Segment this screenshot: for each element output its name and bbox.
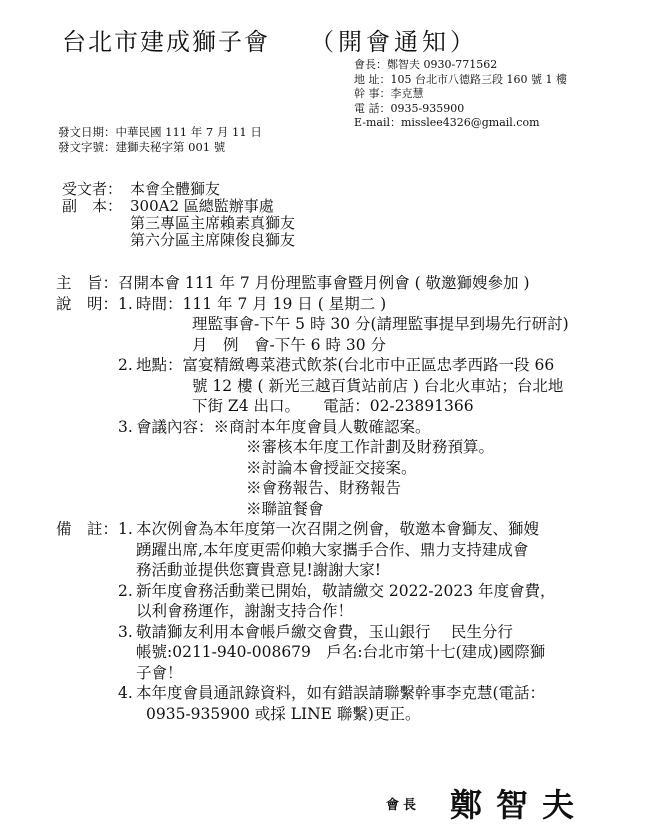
agenda-line: ※聯誼餐會 — [246, 499, 324, 518]
remark-line: 務活動並提供您寶貴意見!謝謝大家! — [136, 561, 381, 579]
remark-line: 以利會務運作，謝謝支持合作！ — [136, 602, 354, 620]
agenda-line: ※審核本年度工作計劃及財務預算。 — [246, 438, 495, 456]
agenda-line: 會議內容：※商討本年度會員人數確認案。 — [136, 417, 431, 436]
signature-title: 會長 — [386, 798, 421, 813]
org-title: 台北市建成獅子會 — [62, 28, 270, 56]
remark-line: 0935-935900 或採 LINE 聯繫)更正。 — [146, 704, 421, 723]
explain-label: 說 明： — [56, 294, 119, 313]
remark-line: 本次例會為本年度第一次召開之例會，敬邀本會獅友、獅嫂 — [136, 520, 540, 538]
secretary: 幹 事：李克慧 — [354, 87, 424, 100]
remark-item — [56, 622, 569, 643]
phone: 電 話：0935-935900 — [354, 101, 465, 115]
item-number: 4. — [118, 684, 133, 702]
monthly-meeting-time: 月 例 會-下午 6 時 30 分 — [192, 335, 387, 354]
item-number: 3. — [118, 417, 133, 436]
agenda-line: ※討論本會授証交接案。 — [246, 458, 417, 477]
venue-line: 號 12 樓 ( 新光三越百貨站前店 ) 台北火車站；台北地 — [192, 376, 564, 395]
remark-line: 敬請獅友利用本會帳戶繳交會費，玉山銀行 民生分行 — [136, 622, 513, 641]
explain-item — [56, 417, 569, 438]
explain-item — [56, 355, 569, 376]
venue-line: 地點：富宴精緻粵菜港式飲茶(台北市中正區忠孝西路一段 66 — [136, 356, 555, 374]
address: 地 址：105 台北市八德路三段 160 號 1 樓 — [354, 72, 567, 86]
item-number: 2. — [118, 581, 133, 600]
remark-line: 踴躍出席,本年度更需仰賴大家攜手合作、鼎力支持建成會 — [136, 540, 529, 559]
remarks-label: 備 註： — [56, 520, 119, 538]
recipients — [62, 181, 295, 249]
document-number: 發文字號：建獅夫秘字第 001 號 — [58, 140, 226, 154]
remark-line: 本年度會員通訊錄資料，如有錯誤請聯繫幹事李克慧(電話： — [136, 684, 546, 702]
remark-line: 新年度會務活動業已開始，敬請繳交 2022-2023 年度會費， — [136, 581, 556, 600]
email: E-mail：misslee4326@gmail.com — [354, 116, 540, 129]
cc-item: 第六分區主席陳俊良獅友 — [130, 231, 296, 249]
meeting-time: 時間：111 年 7 月 19 日 ( 星期二 ) — [136, 294, 387, 313]
cc-item: 300A2 區總監辦事處 — [130, 197, 274, 215]
subject-row — [56, 273, 569, 294]
item-number: 1. — [118, 520, 133, 538]
signature-name: 鄭智夫 — [450, 786, 589, 824]
issue-date: 發文日期：中華民國 111 年 7 月 11 日 — [58, 125, 262, 139]
board-meeting-time: 理監事會-下午 5 時 30 分(請理監事提早到場先行研討) — [192, 315, 569, 333]
item-number: 2. — [118, 356, 133, 374]
item-number: 1. — [118, 294, 133, 313]
subject-label: 主 旨： — [56, 274, 119, 292]
item-number: 3. — [118, 622, 133, 641]
subject-text: 召開本會 111 年 7 月份理監事會暨月例會 ( 敬邀獅嫂參加 ) — [118, 274, 530, 292]
remark-item — [56, 683, 569, 704]
contact-block — [354, 58, 567, 131]
venue-line: 下街 Z4 出口。 電話：02-23891366 — [192, 397, 474, 415]
bank-account: 帳號:0211-940-008679 戶名:台北市第十七(建成)國際獅 — [136, 643, 546, 661]
agenda-line: ※會務報告、財務報告 — [246, 479, 402, 497]
remark-item — [56, 581, 569, 602]
cc-label: 副 本： — [62, 197, 123, 215]
president-contact: 會長：鄭智夫 0930-771562 — [354, 58, 498, 71]
document-info — [58, 125, 262, 155]
recipient: 本會全體獅友 — [130, 180, 221, 198]
remark-line: 子會！ — [136, 663, 183, 682]
recipient-label: 受文者： — [62, 180, 123, 198]
explain-item — [56, 294, 569, 315]
notice-type: （開會通知） — [310, 28, 478, 56]
remark-item — [56, 519, 569, 540]
notice-body — [56, 273, 569, 724]
cc-item: 第三專區主席賴素真獅友 — [130, 214, 296, 232]
